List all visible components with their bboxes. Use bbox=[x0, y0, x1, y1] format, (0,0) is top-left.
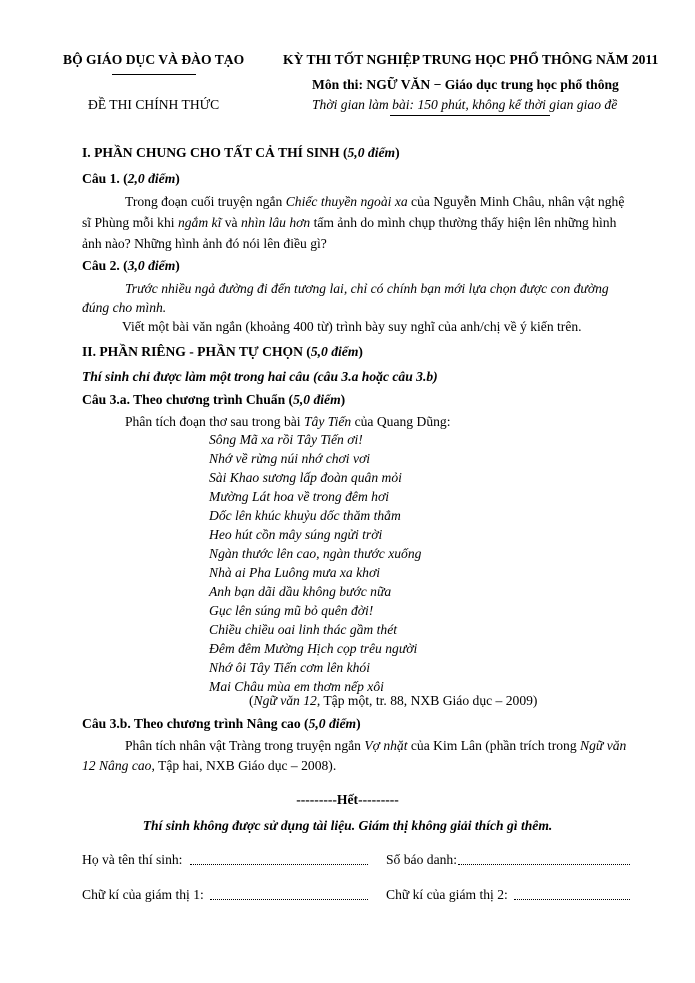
poem-line: Heo hút cồn mây súng ngửi trời bbox=[209, 527, 383, 542]
q1-heading: Câu 1. (2,0 điểm) bbox=[82, 171, 180, 186]
invigilator1-signature-field[interactable] bbox=[210, 899, 368, 900]
q3b-points: 5,0 điểm bbox=[308, 716, 357, 731]
poem-line: Anh bạn dãi dầu không bước nữa bbox=[209, 584, 392, 599]
poem-line: Nhớ về rừng núi nhớ chơi vơi bbox=[209, 451, 371, 466]
ministry-underline bbox=[112, 74, 196, 75]
poem-line: Mai Châu mùa em thơm nếp xôi bbox=[209, 679, 384, 694]
exam-time: Thời gian làm bài: 150 phút, không kể thời gian giao đề bbox=[312, 97, 618, 112]
subject-value: : NGỮ VĂN − Giáo dục trung học phổ thông bbox=[358, 77, 619, 92]
q1-line2: sĩ Phùng mỗi khi ngắm kĩ và nhìn lâu hơn tấm ảnh do mình chụp thường thấy hiện lên những hình bbox=[82, 215, 617, 230]
candidate-name-label: Họ và tên thí sinh: bbox=[82, 852, 183, 867]
official-label: ĐỀ THI CHÍNH THỨC bbox=[88, 97, 220, 112]
poem-line: Gục lên súng mũ bỏ quên đời! bbox=[209, 603, 374, 618]
poem-line: Mường Lát hoa về trong đêm hơi bbox=[209, 489, 389, 504]
q3a-points: 5,0 điểm bbox=[293, 392, 341, 407]
part2-instruction: Thí sinh chỉ được làm một trong hai câu (câu 3.a hoặc câu 3.b) bbox=[82, 369, 438, 384]
poem-line: Đêm đêm Mường Hịch cọp trêu người bbox=[209, 641, 418, 656]
poem-line: Ngàn thước lên cao, ngàn thước xuống bbox=[209, 546, 422, 561]
time-underline bbox=[390, 115, 550, 116]
q3b-line1: Phân tích nhân vật Tràng trong truyện ngắn Vợ nhặt của Kim Lân (phần trích trong Ngữ văn bbox=[125, 738, 627, 753]
exam-title: KỲ THI TỐT NGHIỆP TRUNG HỌC PHỔ THÔNG NĂM 2011 bbox=[283, 52, 659, 67]
q2-heading: Câu 2. (3,0 điểm) bbox=[82, 258, 180, 273]
q2-quote-line1: Trước nhiều ngả đường đi đến tương lai, chỉ có chính bạn mới lựa chọn được con đường bbox=[125, 281, 609, 296]
end-marker: ---------Hết--------- bbox=[296, 792, 399, 807]
poem-line: Chiều chiều oai linh thác gầm thét bbox=[209, 622, 398, 637]
part1-heading: I. PHẦN CHUNG CHO TẤT CẢ THÍ SINH (5,0 điểm) bbox=[82, 145, 400, 160]
part2-points: 5,0 điểm bbox=[310, 344, 359, 359]
subject-line bbox=[312, 77, 619, 93]
subject-label: Môn thi bbox=[312, 77, 359, 92]
part1-points: 5,0 điểm bbox=[347, 145, 396, 160]
q1-points: 2,0 điểm bbox=[127, 171, 176, 186]
q3b-heading: Câu 3.b. Theo chương trình Nâng cao (5,0 điểm) bbox=[82, 716, 361, 731]
q2-task: Viết một bài văn ngắn (khoảng 400 từ) trình bày suy nghĩ của anh/chị về ý kiến trên. bbox=[122, 319, 582, 334]
q2-quote-line2: đúng cho mình. bbox=[82, 300, 167, 315]
candidate-id-field[interactable] bbox=[458, 864, 630, 865]
q3b-line2: 12 Nâng cao, Tập hai, NXB Giáo dục – 2008). bbox=[82, 758, 337, 773]
poem-line: Sông Mã xa rồi Tây Tiến ơi! bbox=[209, 432, 363, 447]
q2-points: 3,0 điểm bbox=[127, 258, 176, 273]
q1-line1: Trong đoạn cuối truyện ngắn Chiếc thuyền ngoài xa của Nguyễn Minh Châu, nhân vật nghệ bbox=[125, 194, 625, 209]
ministry-name: BỘ GIÁO DỤC VÀ ĐÀO TẠO bbox=[63, 52, 245, 67]
exam-note: Thí sinh không được sử dụng tài liệu. Giám thị không giải thích gì thêm. bbox=[142, 818, 553, 833]
poem-source: (Ngữ văn 12, Tập một, tr. 88, NXB Giáo dục – 2009) bbox=[249, 693, 538, 708]
q1-line3: ảnh nào? Những hình ảnh đó nói lên điều gì? bbox=[82, 236, 327, 251]
poem-line: Nhà ai Pha Luông mưa xa khơi bbox=[209, 565, 380, 580]
q3a-intro: Phân tích đoạn thơ sau trong bài Tây Tiến của Quang Dũng: bbox=[125, 414, 451, 429]
invigilator1-label: Chữ kí của giám thị 1: bbox=[82, 887, 204, 902]
part2-heading: II. PHẦN RIÊNG - PHẦN TỰ CHỌN (5,0 điểm) bbox=[82, 344, 363, 359]
invigilator2-signature-field[interactable] bbox=[514, 899, 630, 900]
poem-line: Sài Khao sương lấp đoàn quân mỏi bbox=[209, 470, 402, 485]
invigilator2-label: Chữ kí của giám thị 2: bbox=[386, 887, 508, 902]
q3a-heading: Câu 3.a. Theo chương trình Chuẩn (5,0 điểm) bbox=[82, 392, 346, 407]
candidate-id-label: Số báo danh: bbox=[386, 852, 457, 867]
candidate-name-field[interactable] bbox=[190, 864, 368, 865]
poem-line: Dốc lên khúc khuỷu dốc thăm thẳm bbox=[209, 508, 401, 523]
poem-line: Nhớ ôi Tây Tiến cơm lên khói bbox=[209, 660, 371, 675]
